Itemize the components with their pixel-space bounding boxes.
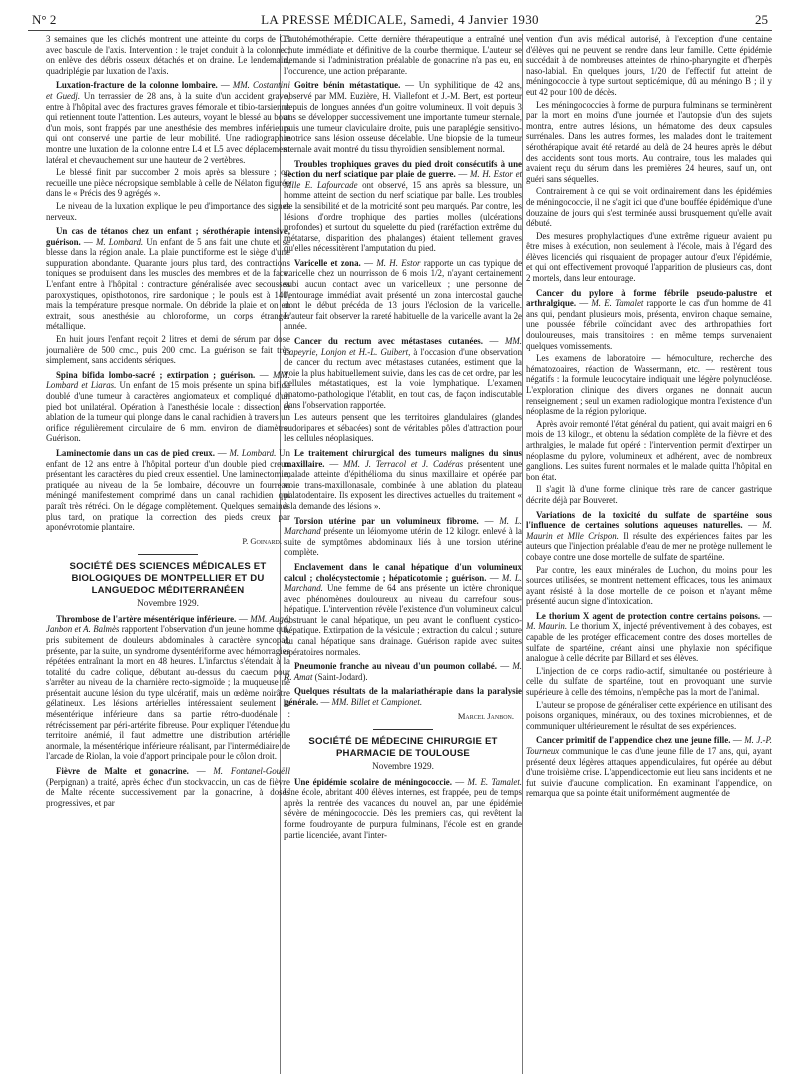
article-text: Un terrassier de 28 ans, à la suite d'un accident grave, entre à l'hôpital avec des fractures graves fémorale et tibio-tarsienne qui retiennent toute l'attention. Les auteurs, voyant le blessé au bout d'un mois, sont frappés par une anesthésie des membres inférieurs qui ont conservé une partie de leur mobilité. Une radiographie montre une luxation de la colonne entre L4 et L5 avec déplacement latéral et chevauchement sur une hauteur de 2 vertèbres. [46, 90, 290, 165]
section-divider [373, 729, 433, 730]
page-number: 25 [755, 12, 768, 27]
paragraph: En huit jours l'enfant reçoit 2 litres et demi de sérum par dose journalière de 500 cmc., puis 200 cmc. La guérison se fait très simplement, sans accidents sériques. [46, 334, 290, 366]
paragraph: Après avoir remonté l'état général du patient, qui avait maigri en 6 mois de 13 kilogr., et obtenu la sédation complète de la fièvre et des arthralgies, le malade fut opéré : l'intervention permit d'extirper un néoplasme du pylore, volumineux et adhérent, avec de nombreux ganglions. Les suites furent normales et le malade quitta l'hôpital en bon état. [526, 418, 772, 482]
article-authors: MM. Lapeyrie, Lonjon et H.-L. Guibert, [284, 336, 522, 357]
issue-number: N° 2 [32, 12, 57, 27]
column-3 [526, 34, 772, 1074]
article-text: Il résulte des expériences faites par les auteurs que l'injection préalable d'eau de mer ne protège nullement le cobaye contre une dose mortelle de sulfate de spartéine. [526, 530, 772, 562]
article-title: Fièvre de Malte et gonacrine. [56, 766, 189, 777]
article-text: (Saint-Jodard). [314, 671, 368, 682]
article-entry: Spina bifida lombo-sacré ; extirpation ; guérison. — MM. Lombard et Liaras. Un enfant de 15 mois présente un spina bifida doublé d'une tumeur à caractères angiomateux et compliqué d'un pied bot unilatéral. Opération à l'anesthésie locale : dissection et ablation de la tumeur qui plonge dans le canal rachidien à travers un orifice régulièrement circulaire de 6 mm. environ de diamètre. Guérison. [46, 369, 290, 444]
section-date: Novembre 1929. [372, 760, 434, 771]
article-authors: MM. Billet et Campionet. [331, 697, 423, 708]
signature: P. Goinard. [242, 535, 282, 546]
column-2 [284, 34, 522, 1074]
article-entry: Variations de la toxicité du sulfate de spartéine sous l'influence de certaines solutions aqueuses naturelles. — M. Maurin et Mlle Crispon. Il résulte des expériences faites par les auteurs que l'injection préalable d'eau de mer ne protège nullement le cobaye contre une dose mortelle de sulfate de spartéine. [526, 509, 772, 562]
article-title: Variations de la toxicité du sulfate de spartéine sous l'influence de certaines solutions aqueuses naturelles. [526, 509, 772, 531]
article-title: Goitre bénin métastatique. [294, 80, 401, 91]
paragraph: Le blessé finit par succomber 2 mois après sa blessure ; on recueille une pièce nécropsique semblable à celle de Nélaton figurée dans le « Précis des 9 agrégés ». [46, 167, 290, 199]
article-text: rapporte le cas d'un homme de 41 ans qui, pendant plusieurs mois, présenta, environ chaque semaine, une poussée fébrile coïncidant avec des arthropathies fort douloureuses, mais transitoires : en même temps survenaient quelques vomissements. [526, 298, 772, 351]
paragraph: vention d'un avis médical autorisé, à l'exception d'une centaine d'élèves qui ne peuvent se rendre dans leur famille. Cette épidémie succédait à de nombreuses atteintes de rhino-pharyngite et d'herpès naso-labial. En quelques jours, 1/20 de l'effectif fut atteint de méningococcie à type surtout septicémique, dû au méningo B ; il y eut 42 pour 100 de décès. [526, 34, 772, 97]
article-entry: Thrombose de l'artère mésentérique inférieure. — MM. Augé, Janbon et A. Balmès rapportent l'observation d'un jeune homme qui, pris subitement de douleurs abdominales à caractère syncopal, présente, par la suite, un syndrome dysentériforme avec hémorragies répétées entraînant la mort en 48 heures. L'infarctus s'étendait à la totalité du cadre colique, débutant au-dessus du caecum pour s'arrêter au niveau de la charnière recto-sigmoïde ; la muqueuse ne présentait aucune lésion du type ulcératif, mais un œdème noirâtre gélatineux. Les lésions artérielles intéressaient seulement la mésentérique inférieure dans sa partie rétro-duodénale : rétrécissement par péri-artérite fibreuse. Pour expliquer l'étendue du territoire anémié, il faut admettre une distribution artérielle anormale, la mésentérique inférieure réalisant, par l'intermédiaire de l'arcade de Riolan, la voie d'apport principale pour le côlon droit. [46, 613, 290, 762]
article-text: (Perpignan) a traité, après échec d'un stockvaccin, un cas de fièvre de Malte récente successivement par la gonacrine, à doses progressives, et par [46, 776, 290, 808]
article-text: à l'occasion d'une observation de cancer du rectum avec métastases cutanées, estiment que la voie la plus habituellement suivie, dans les cas de cet ordre, par les cellules métastatiques, est la voie lymphatique. L'examen anatomo-pathologique l'établit, en tout cas, de façon indiscutable dans l'observation rapportée. [284, 346, 522, 410]
article-entry: Pneumonie franche au niveau d'un poumon collabé. — M. R. Amat (Saint-Jodard). [284, 661, 522, 682]
article-authors: M. Maurin. [526, 621, 568, 632]
article-authors: M. L. Marchand. [284, 572, 522, 594]
article-authors: M. Maurin et Mlle Crispon. [526, 520, 772, 541]
paragraph: Contrairement à ce qui se voit ordinairement dans les épidémies de méningococcie, il ne s'agit ici que d'une bouffée épidémique d'une douzaine de jours qui s'est terminée aussi brusquement qu'elle avait débuté. [526, 186, 772, 229]
column-1 [46, 34, 290, 1074]
article-entry: Torsion utérine par un volumineux fibrome. — M. L. Marchand présente un léiomyome utérin de 12 kilogr. enlevé à la suite de symptômes abdominaux liés à une torsion utérine complète. [284, 515, 522, 558]
paragraph: Par contre, les eaux minérales de Luchon, du moins pour les sources utilisées, se montrent nettement efficaces, tous les animaux ayant résisté à la dose mortelle de ce poison et n'ayant même présenté aucun signe d'intoxication. [526, 564, 772, 607]
article-title: Quelques résultats de la malariathérapie dans la paralysie générale. [284, 686, 522, 708]
column-divider [522, 34, 523, 1074]
article-authors: M. J.-P. Tourneux [526, 735, 772, 756]
article-entry: Le traitement chirurgical des tumeurs malignes du sinus maxillaire. — MM. J. Terracol et J. Cadéras présentent une malade atteinte d'épithélioma du sinus maxillaire et opérée par voie trans-maxillonasale, combinée à une ablation du plateau palatodentaire. Ils exposent les directives actuelles du traitement « à la demande des lésions ». [284, 447, 522, 511]
article-title: Luxation-fracture de la colonne lombaire. [56, 80, 218, 91]
article-text: rapporte un cas typique de varicelle chez un nourrisson de 6 mois 1/2, n'ayant certainement subi aucun contact avec un varicelleux ; une personne de l'entourage immédiat avait présenté un zona intercostal gauche dont le début précéda de 13 jours l'éclosion de la varicelle. L'auteur fait observer la rareté habituelle de la varicelle avant la 2e année. [284, 257, 522, 332]
article-entry: Cancer du rectum avec métastases cutanées. — MM. Lapeyrie, Lonjon et H.-L. Guibert, à l'occasion d'une observation de cancer du rectum avec métastases cutanées, estiment que la voie la plus habituellement suivie, dans les cas de cet ordre, par les cellules métastatiques, est la voie lymphatique. L'examen anatomo-pathologique l'établit, en tout cas, de façon indiscutable dans l'observation rapportée. [284, 336, 522, 410]
running-header [28, 8, 772, 31]
article-text: rapportent l'observation d'un jeune homme qui, pris subitement de douleurs abdominales à caractère syncopal, présente, par la suite, un syndrome dysentériforme avec hémorragies répétées entraînant la mort en 48 heures. L'infarctus s'étendait à la totalité du cadre colique, débutant au-dessus du caecum pour s'arrêter au niveau de la charnière recto-sigmoïde ; la muqueuse ne présentait aucune lésion du type ulcératif, mais un œdème noirâtre gélatineux. Les lésions artérielles intéressaient seulement la mésentérique inférieure dans sa partie rétro-duodénale : rétrécissement par péri-artérite fibreuse. Pour expliquer l'étendue du territoire anémié, il faut admettre une distribution artérielle anormale, la mésentérique inférieure réalisant, par l'intermédiaire de l'arcade de Riolan, la voie d'apport principale pour le côlon droit. [46, 624, 290, 762]
paragraph: Il s'agit là d'une forme clinique très rare de cancer gastrique décrite déjà par Bouveret. [526, 484, 772, 505]
section-date: Novembre 1929. [137, 597, 199, 608]
article-title: Torsion utérine par un volumineux fibrome. [294, 515, 479, 526]
article-text: présentent une malade atteinte d'épithélioma du sinus maxillaire et opérée par voie trans-maxillonasale, combinée à une ablation du plateau palatodentaire. Ils exposent les directives actuelles du traitement « à la demande des lésions ». [284, 458, 522, 511]
article-title: Laminectomie dans un cas de pied creux. [56, 447, 215, 458]
article-text: Un enfant de 15 mois présente un spina bifida doublé d'une tumeur à caractères angiomateux et compliqué d'un pied bot unilatéral. Opération à l'anesthésie locale : dissection et ablation de la tumeur qui plonge dans le canal rachidien à travers un orifice régulièrement circulaire de 6 mm. environ de diamètre. Guérison. [46, 380, 290, 444]
article-authors: MM. Lombard et Liaras. [46, 369, 290, 391]
article-authors: M. H. Estor et Mlle E. Lafourcade [284, 169, 522, 190]
paragraph: Les auteurs pensent que les territoires glandulaires (glandes sudoripares et sébacées) sont de véritables pôles d'attraction pour les cellules néoplasiques. [284, 412, 522, 444]
article-authors: M. Lombard. [95, 236, 144, 247]
article-entry: Varicelle et zona. — M. H. Estor rapporte un cas typique de varicelle chez un nourrisson de 6 mois 1/2, n'ayant certainement subi aucun contact avec un varicelleux ; une personne de l'entourage immédiat avait présenté un zona intercostal gauche dont le début précéda de 13 jours l'éclosion de la varicelle. L'auteur fait observer la rareté habituelle de la varicelle avant la 2e année. [284, 257, 522, 332]
paragraph: Le niveau de la luxation explique le peu d'importance des signes nerveux. [46, 200, 290, 222]
article-title: Une épidémie scolaire de méningococcie. [294, 776, 452, 787]
article-text: Un enfant de 12 ans entre à l'hôpital porteur d'un double pied creux présentant les caractères du pied creux essentiel. Une laminectomie, pratiquée au niveau de la 5e lombaire, découvre un fourreau méningé manifestement comprimé dans un canal rachidien qui paraît très rétréci. On le dégage complètement. Quelques semaines plus tard, on pratique la correction des pieds creux par aponévrotomie plantaire. [46, 447, 290, 533]
article-title: Varicelle et zona. [294, 257, 361, 268]
article-entry: Fièvre de Malte et gonacrine. — M. Fontanel-Gouëll (Perpignan) a traité, après échec d'un stockvaccin, un cas de fièvre de Malte récente successivement par la gonacrine, à doses progressives, et par [46, 766, 290, 808]
article-authors: M. Lombard. [229, 447, 277, 458]
article-entry: Troubles trophiques graves du pied droit consécutifs à une section du nerf sciatique par plaie de guerre. — M. H. Estor et Mlle E. Lafourcade ont observé, 15 ans après sa blessure, un homme atteint de section du nerf sciatique par balle. Les troubles de la sensibilité et de la motricité sont peu marqués. Par contre, les lésions d'ordre trophique des parties molles (ulcérations profondes) et surtout du squelette du pied (raréfaction extrême du métatarse, disparition des phalanges) étaient tellement graves qu'elles nécessitèrent l'amputation du pied. [284, 158, 522, 254]
article-title: Spina bifida lombo-sacré ; extirpation ; guérison. [56, 369, 256, 380]
society-section-title: SOCIÉTÉ DES SCIENCES MÉDICALES ET BIOLOGIQUES DE MONTPELLIER ET DU LANGUEDOC MÉDITERRANÉEN [69, 560, 267, 596]
paragraph: L'auteur se propose de généraliser cette expérience en utilisant des poisons organiques, minéraux, ou des toxines microbiennes, et de communiquer ultérieurement le résultat de ses expériences. [526, 699, 772, 731]
paragraph: L'injection de ce corps radio-actif, simultanée ou postérieure à celle du sulfate de spartéine, tout en provoquant une survie supérieure à celle des témoins, n'empêche pas la mort de l'animal. [526, 665, 772, 698]
article-authors: MM. Augé, Janbon et A. Balmès [46, 613, 290, 635]
society-section-title: SOCIÉTÉ DE MÉDECINE CHIRURGIE ET PHARMACIE DE TOULOUSE [308, 735, 498, 759]
article-authors: M. E. Tamalet. [467, 776, 522, 787]
article-authors: MM. J. Terracol et J. Cadéras [343, 458, 464, 469]
paragraph: l'autohémothérapie. Cette dernière thérapeutique a entraîné une chute immédiate et définitive de la courbe thermique. L'auteur se demande si l'administration préalable de gonacrine n'a pas eu, en l'occurence, une action préparante. [284, 34, 522, 76]
article-text: Une école, abritant 400 élèves internes, est frappée, peu de temps après la rentrée des vacances du nouvel an, par une épidémie sévère de méningococcie. Dès les premiers cas, qui revêtent la forme foudroyante de purpura fulminans, l'école est en grande partie licenciée, avant l'inter- [284, 787, 522, 840]
article-text: — Un syphilitique de 42 ans, observé par MM. Euzière, H. Viallefont et J.-M. Bert, est porteur depuis de longues années d'un goitre volumineux. Il voit depuis 3 ans se développer successivement une importante tumeur sternale, puis une tumeur claviculaire droite, puis une paraplégie sensitivo-motrice sans lésion osseuse décelable. Une biopsie de la tumeur sternale avait montré du tissu thyroïdien sensiblement normal. [284, 80, 522, 154]
journal-title: LA PRESSE MÉDICALE, Samedi, 4 Janvier 1930 [261, 12, 539, 27]
article-title: Le traitement chirurgical des tumeurs malignes du sinus maxillaire. [284, 447, 522, 469]
signature: Marcel Janbon. [457, 710, 514, 721]
article-title: Le thorium X agent de protection contre certains poisons. [536, 610, 761, 621]
article-entry: Quelques résultats de la malariathérapie dans la paralysie générale. — MM. Billet et Campionet. [284, 686, 522, 708]
section-divider [138, 554, 198, 555]
article-text: présente un léiomyome utérin de 12 kilogr. enlevé à la suite de symptômes abdominaux liés à une torsion utérine complète. [284, 526, 522, 558]
article-authors: M. Fontanel-Gouëll [213, 766, 290, 777]
paragraph: Les examens de laboratoire — hémoculture, recherche des hématozoaires, réaction de Wassermann, etc. — restèrent tous négatifs : la formule leucocytaire indiquait une légère polynucléose. L'exploration clinique des divers organes ne donnait aucun renseignement ; seul un examen radiologique montra l'existence d'un néoplasme de la région pylorique. [526, 353, 772, 417]
article-entry: Enclavement dans le canal hépatique d'un volumineux calcul ; cholécystectomie ; hépaticotomie ; guérison. — M. L. Marchand. Une femme de 64 ans présente un ictère chronique avec phénomènes douloureux au niveau du carrefour sous-hépatique. L'intervention révèle l'existence d'un volumineux calcul obstruant le canal hépatique, un peu avant le confluent cystico-hépatique. Extirpation de la vésicule ; extraction du calcul ; suture du canal hépatique sans drainage. Guérison rapide avec suites opératoires normales. [284, 561, 522, 657]
article-text: Le thorium X, injecté préventivement à des cobayes, est capable de les protéger efficacement contre des doses mortelles de sulfate de spartéine, créant ainsi une phylaxie non spécifique analogue à celle décrite par Billard et ses élèves. [526, 621, 772, 664]
article-entry [284, 80, 522, 154]
article-title: Enclavement dans le canal hépatique d'un volumineux calcul ; cholécystectomie ; hépaticotomie ; guérison. [284, 561, 522, 583]
article-entry: Laminectomie dans un cas de pied creux. — M. Lombard. Un enfant de 12 ans entre à l'hôpital porteur d'un double pied creux présentant les caractères du pied creux essentiel. Une laminectomie, pratiquée au niveau de la 5e lombaire, découvre un fourreau méningé manifestement comprimé dans un canal rachidien qui paraît très rétréci. On le dégage complètement. Quelques semaines plus tard, on pratique la correction des pieds creux par aponévrotomie plantaire. [46, 447, 290, 533]
article-text: ont observé, 15 ans après sa blessure, un homme atteint de section du nerf sciatique par balle. Les troubles de la sensibilité et de la motricité sont peu marqués. Par contre, les lésions d'ordre trophique des parties molles (ulcérations profondes) et surtout du squelette du pied (raréfaction extrême du métatarse, disparition des phalanges) étaient tellement graves qu'elles nécessitèrent l'amputation du pied. [284, 179, 522, 254]
article-title: Un cas de tétanos chez un enfant ; sérothérapie intensive, guérison. [46, 226, 290, 247]
article-text: communique le cas d'une jeune fille de 17 ans, qui, ayant présenté deux légères attaques appendiculaires, fut opérée au début d'une troisième crise. L'appendicectomie eut lieu sans incidents et ne fut suivie d'aucune complication. En examinant l'appendice, on remarqua que sa pointe était uniformément augmentée de [526, 746, 772, 799]
article-authors: M. L. Marchand [284, 515, 522, 537]
article-entry: Un cas de tétanos chez un enfant ; sérothérapie intensive, guérison. — M. Lombard. Un enfant de 5 ans fait une chute et se blesse dans la région anale. La plaie punctiforme est le siège d'une suppuration abondante. Quarante jours plus tard, des contractions toniques se produisent dans les muscles des membres et de la face. L'enfant entre à l'hôpital : contracture généralisée avec secousses paroxystiques, opisthotonos, rire sardonique ; le pouls est à 140, mais la température presque normale. On débride la plaie et on en extrait, sous anesthésie au chloroforme, un corps étranger métallique. [46, 226, 290, 332]
article-authors: M. E. Tamalet [591, 298, 644, 309]
article-entry: Cancer du pylore à forme fébrile pseudo-palustre et arthralgique. — M. E. Tamalet rapporte le cas d'un homme de 41 ans qui, pendant plusieurs mois, présenta, environ chaque semaine, une poussée fébrile coïncidant avec des arthropathies fort douloureuses, mais transitoires : en même temps survenaient quelques vomissements. [526, 287, 772, 351]
article-text: Un enfant de 5 ans fait une chute et se blesse dans la région anale. La plaie punctiforme est le siège d'une suppuration abondante. Quarante jours plus tard, des contractions toniques se produisent dans les muscles des membres et de la face. L'enfant entre à l'hôpital : contracture généralisée avec secousses paroxystiques, opisthotonos, rire sardonique ; le pouls est à 140, mais la température presque normale. On débride la plaie et on en extrait, sous anesthésie au chloroforme, un corps étranger métallique. [46, 236, 290, 332]
article-title: Cancer primitif de l'appendice chez une jeune fille. [536, 735, 731, 746]
article-title: Cancer du rectum avec métastases cutanées. [294, 336, 483, 347]
article-title: Troubles trophiques graves du pied droit consécutifs à une section du nerf sciatique par plaie de guerre. [284, 158, 522, 180]
article-entry: Une épidémie scolaire de méningococcie. — M. E. Tamalet. Une école, abritant 400 élèves internes, est frappée, peu de temps après la rentrée des vacances du nouvel an, par une épidémie sévère de méningococcie. Dès les premiers cas, qui revêtent la forme foudroyante de purpura fulminans, l'école est en grande partie licenciée, avant l'inter- [284, 776, 522, 840]
article-title: Thrombose de l'artère mésentérique inférieure. [56, 613, 237, 624]
article-authors: M. R. Amat [284, 661, 522, 682]
article-entry: Cancer primitif de l'appendice chez une jeune fille. — M. J.-P. Tourneux communique le cas d'une jeune fille de 17 ans, qui, ayant présenté deux légères attaques appendiculaires, fut opérée au début d'une troisième crise. L'appendicectomie eut lieu sans incidents et ne fut suivie d'aucune complication. En examinant l'appendice, on remarqua que sa pointe était uniformément augmentée de [526, 735, 772, 799]
article-title: Pneumonie franche au niveau d'un poumon collabé. [294, 661, 497, 672]
paragraph: Les méningococcies à forme de purpura fulminans se terminèrent par la mort en moins d'une journée et l'autopsie d'un des sujets montra, entre autres lésions, un hématome des deux capsules surrénales. Dans les autres formes, les malades dont le traitement sérothérapique avait été retardé au delà de 24 heures après le début des accidents sont tous morts. Au contraire, tous les malades qui avaient reçu du sérum dans les premières 24 heures, sauf un, ont guéri sans séquelles. [526, 99, 772, 184]
article-entry: Luxation-fracture de la colonne lombaire. — MM. Costantini et Guedj. Un terrassier de 28 ans, à la suite d'un accident grave, entre à l'hôpital avec des fractures graves fémorale et tibio-tarsienne qui retiennent toute l'attention. Les auteurs, voyant le blessé au bout d'un mois, sont frappés par une anesthésie des membres inférieurs qui ont conservé une partie de leur mobilité. Une radiographie montre une luxation de la colonne entre L4 et L5 avec déplacement latéral et chevauchement sur une hauteur de 2 vertèbres. [46, 80, 290, 165]
article-entry: Le thorium X agent de protection contre certains poisons. — M. Maurin. Le thorium X, injecté préventivement à des cobayes, est capable de les protéger efficacement contre des doses mortelles de sulfate de spartéine, créant ainsi une phylaxie non spécifique analogue à celle décrite par Billard et ses élèves. [526, 610, 772, 664]
article-authors: MM. Costantini et Guedj. [46, 80, 290, 101]
article-text: Une femme de 64 ans présente un ictère chronique avec phénomènes douloureux au niveau du carrefour sous-hépatique. L'intervention révèle l'existence d'un volumineux calcul obstruant le canal hépatique, un peu avant le confluent cystico-hépatique. Extirpation de la vésicule ; extraction du calcul ; suture du canal hépatique sans drainage. Guérison rapide avec suites opératoires normales. [284, 583, 522, 657]
article-title: Cancer du pylore à forme fébrile pseudo-palustre et arthralgique. [526, 287, 772, 309]
paragraph: 3 semaines que les clichés montrent une atteinte du corps de C3 avec bascule de l'axis. Intervention : le trajet conduit à la colonne ; on enlève des débris osseux détachés et on draine. Le lendemain, quadriplégie par luxation de l'axis. [46, 34, 290, 76]
paragraph: Des mesures prophylactiques d'une extrême rigueur avaient pu être mises à exécution, non seulement à l'école, mais à l'égard des élèves licenciés qui risquaient de propager autour d'eux l'épidémie, et qui ont effectivement provoqué l'apparition de plusieurs cas, dont 2 mortels, dans leur entourage. [526, 230, 772, 284]
article-authors: M. H. Estor [376, 257, 421, 268]
